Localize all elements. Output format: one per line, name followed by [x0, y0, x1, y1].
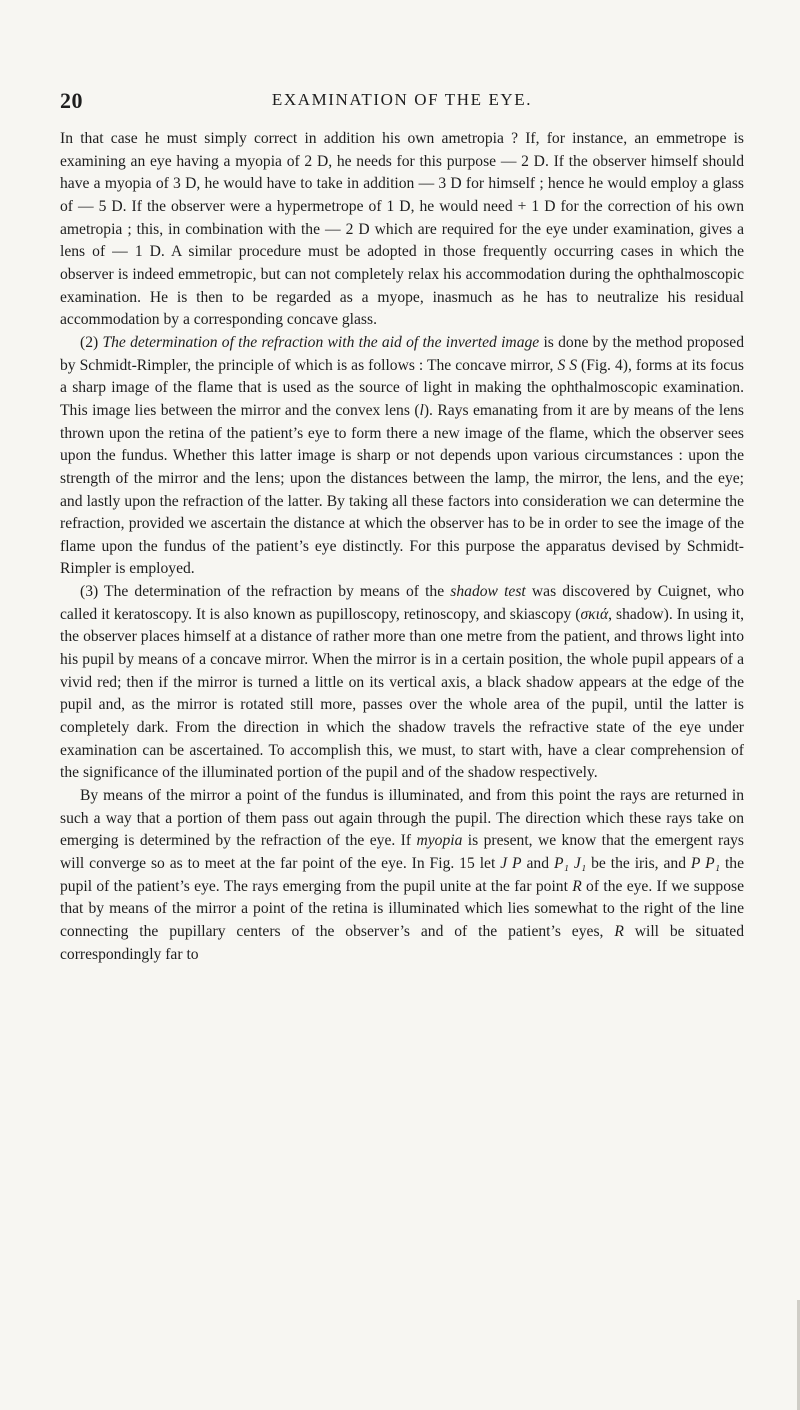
text-segment: (Fig. 4), forms at its focus a sharp image of the flame that is used as the source of light in making the ophthalmoscopic examination. This image lies between the mirror and the convex lens ( [60, 356, 744, 419]
italic-text: myopia [416, 832, 463, 850]
paragraph-1 [60, 128, 744, 332]
italic-text: P₁ J₁ [553, 855, 587, 872]
text-segment: In that case he must simply correct in addition his own ametropia ? If, for instance, an emmetrope is examining an eye having a myopia of 2 D, he needs for this purpose — 2 D. If the observer himself should have a myopia of 3 D, he would have to take in addition — 3 D for himself ; hence he would employ a glass of — 5 D. If the observer were a hypermetrope of 1 D, he would need + 1 D for the correction of his own ametropia ; this, in combination with the — 2 D which are required for the eye under examination, gives a lens of — 1 D. A similar procedure must be adopted in those frequently occurring cases in which the observer is indeed emmetropic, but can not completely relax his accommodation during the ophthalmoscopic examination. He is then to be regarded as a myope, inasmuch as he has to neutralize his residual accommodation by a corresponding concave glass. [60, 130, 744, 329]
paragraph-2 [60, 332, 744, 581]
text-segment: be the iris, and [586, 855, 691, 872]
running-title: EXAMINATION OF THE EYE. [271, 90, 533, 109]
paragraph-4 [60, 785, 744, 966]
italic-text: σκιά [580, 605, 609, 623]
text-segment: is done by the method proposed by Schmidt-Rimpler, the principle of which is as follows : The concave mirror, [60, 333, 744, 374]
italic-text: S S [557, 356, 578, 374]
text-segment: was discovered by Cuignet, who called it keratoscopy. It is also known as pupilloscopy, retinoscopy, and skiascopy ( [60, 583, 744, 623]
text-segment: the pupil of the patient’s eye. The rays emerging from the pupil unite at the far point [60, 855, 745, 895]
text-segment: of the eye. If we suppose that by means of the mirror a point of the retina is illuminated which lies somewhat to the right of the line connecting the pupillary centers of the observer’s and of the patient’s eyes, [60, 877, 744, 940]
text-segment: (2) [80, 333, 103, 351]
page-header [60, 88, 744, 112]
text-segment: is present, we know that the emergent rays will converge so as to meet at the far point of the eye. In Fig. 15 let [60, 832, 744, 872]
page-number: 20 [60, 88, 83, 113]
italic-text: shadow test [450, 583, 526, 601]
text-segment: (3) The determination of the refraction by means of the [80, 583, 451, 601]
italic-text: R [572, 877, 582, 895]
italic-text: R [614, 922, 624, 940]
paragraph-3 [60, 581, 744, 785]
text-segment: and [521, 855, 554, 872]
italic-text: P P₁ [690, 855, 721, 872]
text-segment: ). Rays emanating from it are by means of the lens thrown upon the retina of the patient’s eye to form there a new image of the flame, which the observer sees upon the fundus. Whether this latter image is sharp or not depends upon various circumstances : upon the strength of the mirror and the lens; upon the distances between the lamp, the mirror, the lens, and the eye; and lastly upon the refraction of the latter. By taking all these factors into consideration we can determine the refraction, provided we ascertain the distance at which the observer has to be in order to see the image of the flame upon the fundus of the patient’s eye distinctly. For this purpose the apparatus devised by Schmidt-Rimpler is employed. [60, 401, 744, 578]
text-segment: , shadow). In using it, the observer places himself at a distance of rather more than one metre from the patient, and throws light into his pupil by means of a concave mirror. When the mirror is in a certain position, the whole pupil appears of a vivid red; then if the mirror is turned a little on its vertical axis, a black shadow appears at the edge of the pupil and, as the mirror is rotated still more, passes over the whole area of the pupil, until the latter is completely dark. From the direction in which the shadow travels the refractive state of the eye under examination can be ascertained. To accomplish this, we must, to start with, have a clear comprehension of the significance of the illuminated portion of the pupil and of the shadow respectively. [60, 605, 744, 782]
text-segment: will be situated correspondingly far to [60, 922, 744, 963]
italic-text: J P [500, 855, 522, 872]
text-segment: By means of the mirror a point of the fundus is illuminated, and from this point the rays are returned in such a way that a portion of them pass out again through the pupil. The direction which these rays take on emerging is determined by the refraction of the eye. If [60, 787, 744, 850]
italic-text: The determination of the refraction with the aid of the inverted image [102, 333, 540, 351]
body-text [60, 128, 744, 966]
italic-text: l [419, 401, 424, 419]
